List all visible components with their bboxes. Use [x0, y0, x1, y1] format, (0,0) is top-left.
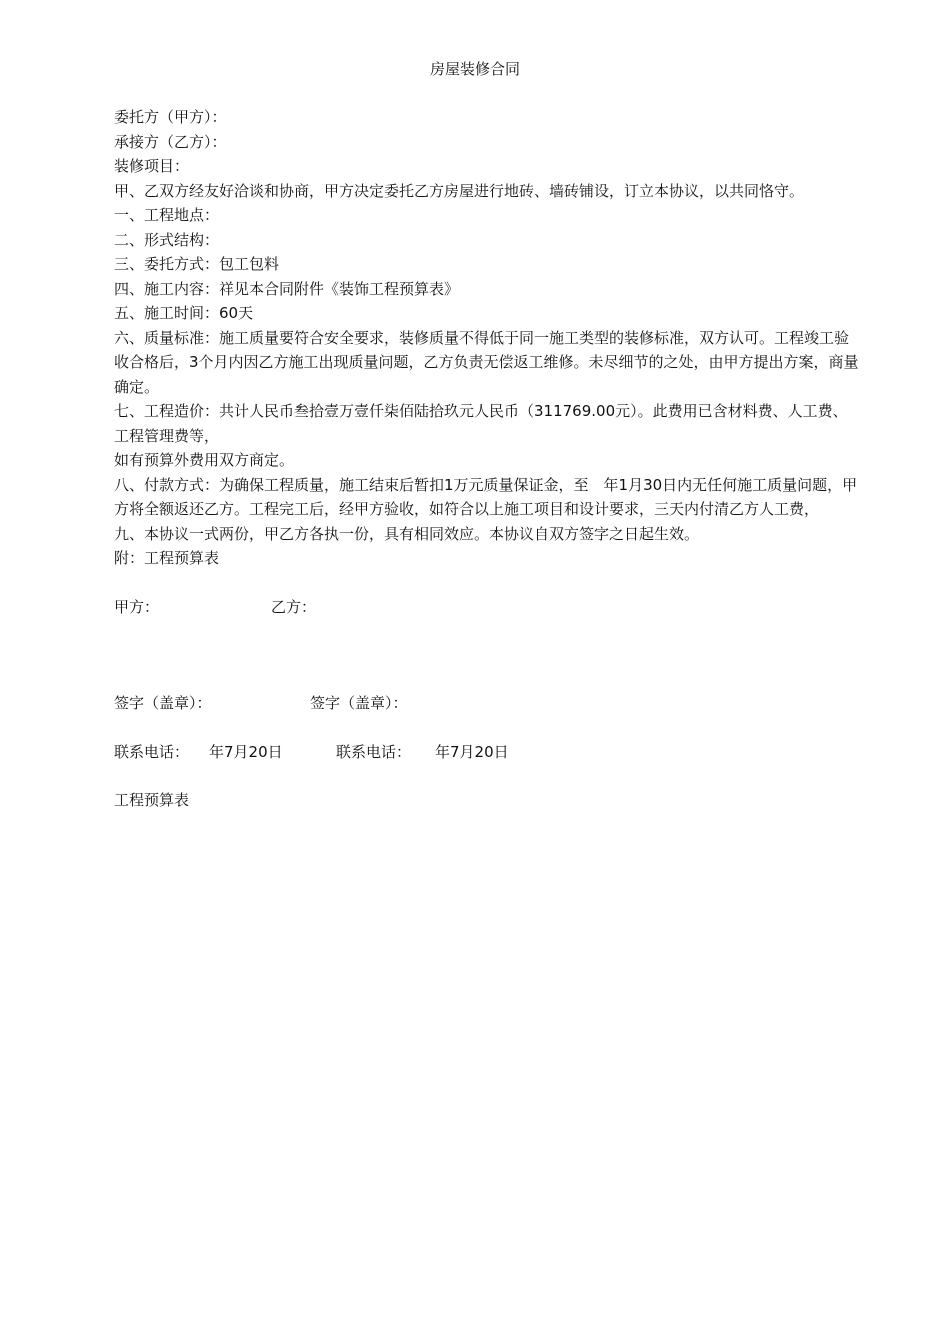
- clause-8: 八、付款方式：为确保工程质量，施工结束后暂扣1万元质量保证金，至 年1月30日内无任何施工质量问题，甲方将全额返还乙方。工程完工后，经甲方验收，如符合以上施工项目和设计要求，三天内付清乙方人工费，: [114, 475, 858, 518]
- party-a-line: 委托方（甲方）：: [114, 108, 227, 126]
- project-line: 装修项目：: [114, 157, 190, 175]
- party-a-phone-label: 联系电话：: [114, 742, 190, 761]
- preamble-paragraph: 甲、乙双方经友好洽谈和协商，甲方决定委托乙方房屋进行地砖、墙砖铺设，订立本协议，以共同恪守。: [114, 181, 805, 200]
- clause-6: 六、质量标准：施工质量要符合安全要求，装修质量不得低于同一施工类型的装修标准，双方认可。工程竣工验收合格后，3个月内因乙方施工出现质量问题，乙方负责无偿返工维修。未尽细节的之处，由甲方提出方案，商量确定。: [114, 328, 859, 396]
- clause-7-continued: 如有预算外费用双方商定。: [114, 451, 295, 469]
- document-body: [114, 105, 862, 813]
- clause-9: 九、本协议一式两份，甲乙方各执一份，具有相同效应。本协议自双方签字之日起生效。: [114, 524, 700, 543]
- attachment-line: 附：工程预算表: [114, 549, 220, 567]
- party-a-label: 甲方：: [114, 597, 160, 616]
- appendix-title: 工程预算表: [114, 791, 190, 809]
- party-b-date: 年7月20日: [435, 742, 509, 761]
- clause-2: 二、形式结构：: [114, 230, 220, 249]
- party-b-label: 乙方：: [271, 597, 317, 616]
- document-title: 房屋装修合同: [429, 60, 520, 78]
- seal-signature-row: [114, 691, 862, 716]
- contact-row: [114, 740, 862, 765]
- party-b-seal-label: 签字（盖章）：: [310, 694, 408, 712]
- party-a-seal-label: 签字（盖章）：: [114, 694, 212, 712]
- clause-7: 七、工程造价：共计人民币叁拾壹万壹仟柒佰陆拾玖元人民币（311769.00元）。此费用已含材料费、人工费、工程管理费等，: [114, 402, 848, 445]
- party-a-date: 年7月20日: [209, 742, 283, 761]
- party-b-phone-label: 联系电话：: [336, 742, 412, 761]
- clause-1: 一、工程地点：: [114, 206, 220, 224]
- clause-3: 三、委托方式：包工包料: [114, 255, 280, 273]
- party-b-line: 承接方（乙方）：: [114, 132, 227, 151]
- clause-4: 四、施工内容：祥见本合同附件《装饰工程预算表》: [114, 279, 460, 298]
- clause-5: 五、施工时间：60天: [114, 304, 254, 322]
- party-signature-row: [114, 595, 862, 620]
